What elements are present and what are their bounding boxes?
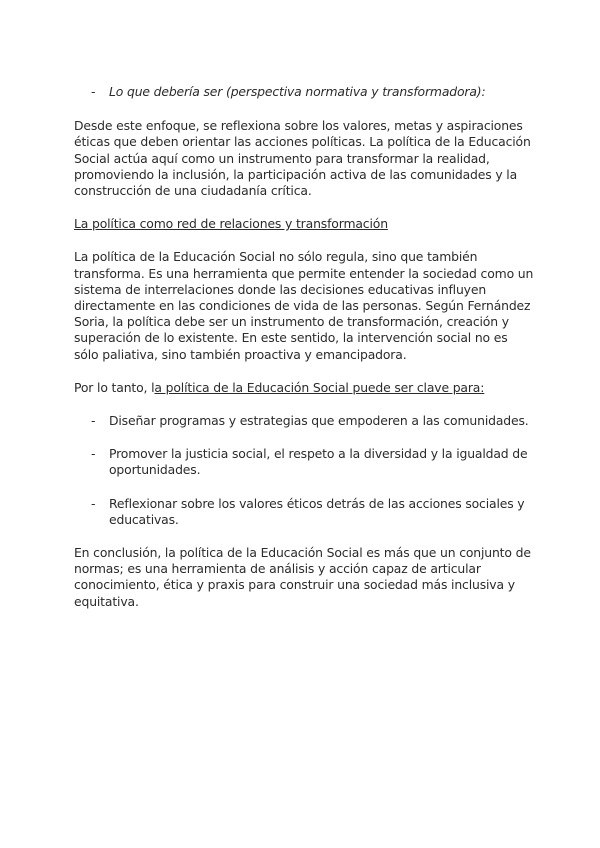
list-item bbox=[74, 446, 534, 478]
list-item bbox=[74, 413, 534, 429]
bullet-dash: - bbox=[91, 413, 96, 429]
document-page bbox=[74, 84, 534, 627]
bullet-dash: - bbox=[91, 446, 96, 462]
list-item-text: Diseñar programas y estrategias que empoderen a las comunidades. bbox=[109, 413, 529, 429]
key-points-list bbox=[74, 413, 534, 528]
paragraph-conclusion: En conclusión, la política de la Educación Social es más que un conjunto de normas; es una herramienta de análisis y acción capaz de articular conocimiento, ética y praxis para construir una sociedad más inclusiva y equitativa. bbox=[74, 545, 531, 609]
intro-sentence bbox=[74, 380, 534, 396]
intro-prefix: Por lo tanto, l bbox=[74, 379, 155, 395]
section-heading: La política como red de relaciones y transformación bbox=[74, 216, 388, 232]
top-bullet-text: Lo que debería ser (perspectiva normativa y transformadora): bbox=[109, 84, 486, 99]
paragraph-normative-perspective: Desde este enfoque, se reflexiona sobre los valores, metas y aspiraciones éticas que deben orientar las acciones políticas. La política de la Educación Social actúa aquí como un instrumento para transformar la realidad, promoviendo la inclusión, la participación activa de las comunidades y la construcción de una ciudadanía crítica. bbox=[74, 118, 531, 199]
bullet-dash: - bbox=[91, 84, 96, 99]
top-bullet-item bbox=[74, 84, 534, 100]
paragraph-transformation: La política de la Educación Social no sólo regula, sino que también transforma. Es una herramienta que permite entender la sociedad como un sistema de interrelaciones donde las decisiones educativas influyen directamente en las condiciones de vida de las personas. Según Fernández Soria, la política debe ser un instrumento de transformación, creación y superación de lo existente. En este sentido, la intervención social no es sólo paliativa, sino también proactiva y emancipadora. bbox=[74, 249, 534, 362]
list-item-text: Reflexionar sobre los valores éticos detrás de las acciones sociales y educativas. bbox=[109, 495, 525, 527]
bullet-dash: - bbox=[91, 495, 96, 511]
list-item-text: Promover la justicia social, el respeto a la diversidad y la igualdad de oportunidades. bbox=[109, 446, 528, 478]
intro-underlined: a política de la Educación Social puede ser clave para: bbox=[154, 379, 485, 395]
list-item bbox=[74, 496, 534, 528]
